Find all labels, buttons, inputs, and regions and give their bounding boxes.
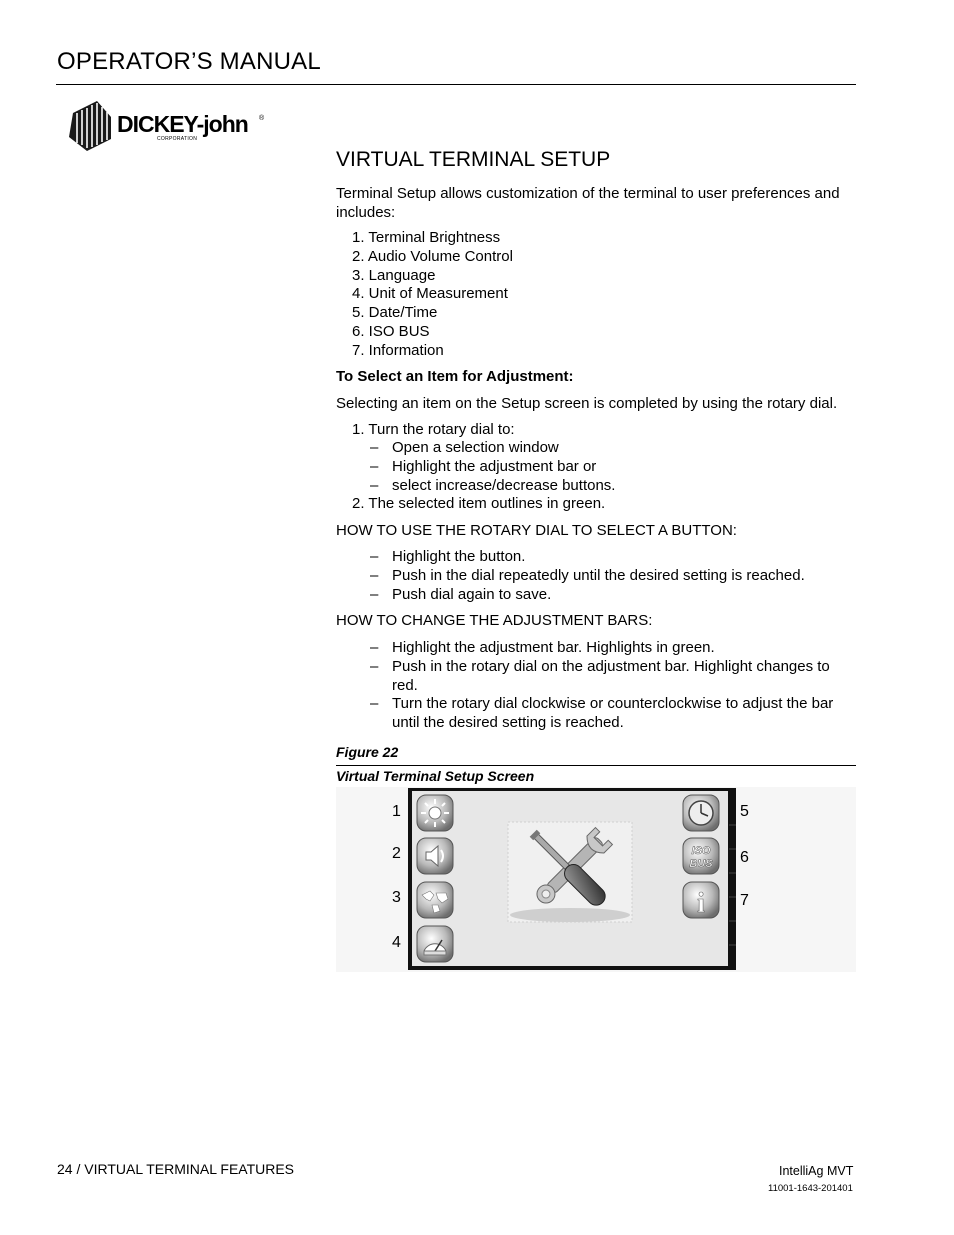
brightness-button-icon[interactable]	[416, 794, 454, 832]
logo-mark-icon	[67, 101, 115, 151]
dickey-john-logo	[67, 101, 265, 156]
iso-bus-button-icon[interactable]	[682, 837, 720, 875]
list-item: 2. Audio Volume Control	[352, 247, 513, 265]
list-item: – Push in the dial repeatedly until the desired setting is reached.	[370, 566, 805, 584]
callout-1: 1	[392, 803, 401, 820]
list-item: 5. Date/Time	[352, 304, 438, 322]
list-item: – Highlight the adjustment bar or	[370, 457, 597, 475]
list-item: 6. ISO BUS	[352, 322, 430, 340]
wrench-screwdriver-icon	[510, 820, 630, 922]
footer-page-section: 24 / VIRTUAL TERMINAL FEATURES	[57, 1161, 295, 1177]
setup-screen-figure	[336, 787, 856, 972]
information-button-icon[interactable]	[682, 881, 720, 919]
logo-corporation-text: CORPORATION	[157, 136, 198, 142]
figure-number: Figure 22	[336, 744, 399, 760]
callout-5: 5	[740, 803, 749, 820]
list-item: 4. Unit of Measurement	[352, 285, 508, 303]
section-title: VIRTUAL TERMINAL SETUP	[336, 148, 611, 171]
step-1: 1. Turn the rotary dial to:	[352, 421, 515, 438]
intro-paragraph: Terminal Setup allows customization of the terminal to user preferences and includes:	[336, 185, 840, 221]
list-item: – Turn the rotary dial clockwise or counterclockwise to adjust the bar until the desired setting is reached.	[370, 695, 834, 732]
page-header-title: OPERATOR’S MANUAL	[57, 48, 321, 75]
list-item: – Open a selection window	[370, 439, 559, 456]
bars-heading: HOW TO CHANGE THE ADJUSTMENT BARS:	[336, 612, 653, 629]
callout-7: 7	[740, 892, 749, 909]
list-item: 7. Information	[352, 341, 444, 359]
bars-steps-list	[370, 639, 854, 733]
setup-items-list	[352, 229, 513, 361]
callout-4: 4	[392, 934, 401, 951]
select-heading: To Select an Item for Adjustment:	[336, 368, 574, 385]
button-steps-list	[370, 548, 854, 604]
callout-3: 3	[392, 889, 401, 906]
logo-registered-mark: ®	[259, 115, 265, 122]
svg-text:BUS: BUS	[689, 858, 713, 870]
callout-2: 2	[392, 845, 401, 862]
list-item: 3. Language	[352, 266, 436, 284]
list-item: – Highlight the adjustment bar. Highlights in green.	[370, 639, 715, 656]
button-heading: HOW TO USE THE ROTARY DIAL TO SELECT A BUTTON:	[336, 522, 737, 539]
date-time-clock-button-icon[interactable]	[682, 794, 720, 832]
list-item: – select increase/decrease buttons.	[370, 476, 616, 494]
footer-document-code: 11001-1643-201401	[768, 1183, 853, 1194]
figure-caption: Virtual Terminal Setup Screen	[336, 768, 535, 784]
list-item: – Highlight the button.	[370, 548, 526, 565]
select-paragraph: Selecting an item on the Setup screen is completed by using the rotary dial.	[336, 395, 838, 412]
language-globe-button-icon[interactable]	[416, 881, 454, 919]
footer-product-name: IntelliAg MVT	[779, 1164, 854, 1178]
logo-brand-text: DICKEY-john	[117, 111, 248, 137]
header-divider	[56, 84, 856, 85]
callout-6: 6	[740, 849, 749, 866]
audio-volume-button-icon[interactable]	[416, 837, 454, 875]
list-item: – Push in the rotary dial on the adjustment bar. Highlight changes to red.	[370, 657, 830, 694]
svg-text:ISO: ISO	[691, 845, 711, 857]
unit-measurement-button-icon[interactable]	[416, 925, 454, 963]
svg-text:i: i	[697, 888, 705, 919]
figure-divider	[336, 765, 856, 766]
step1-sublist	[370, 439, 850, 495]
step-2: 2. The selected item outlines in green.	[352, 495, 606, 512]
list-item: – Push dial again to save.	[370, 585, 552, 603]
list-item: 1. Terminal Brightness	[352, 229, 501, 246]
